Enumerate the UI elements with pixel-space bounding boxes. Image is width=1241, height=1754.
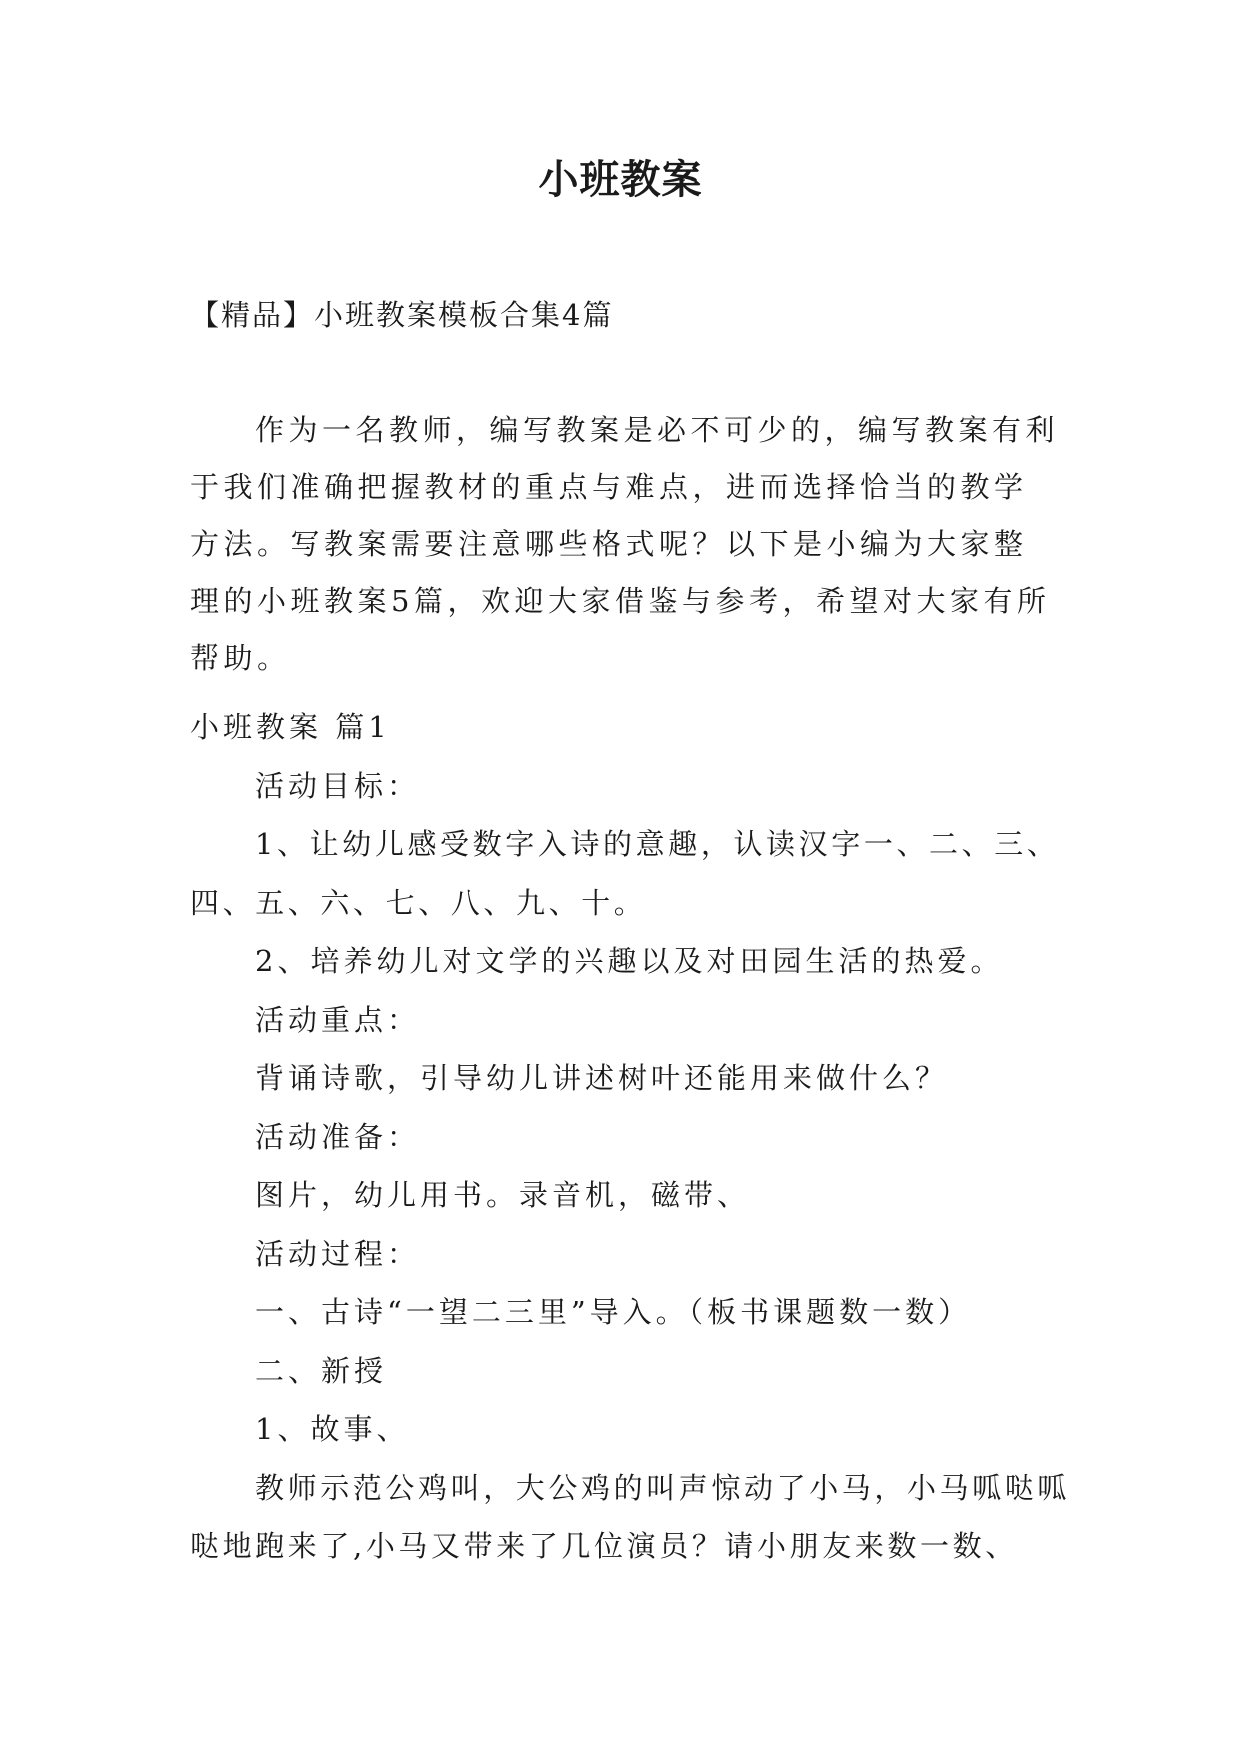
activity-focus-label: 活动重点： bbox=[255, 1002, 421, 1037]
document-title: 小班教案 bbox=[538, 156, 703, 203]
activity-prep-text: 图片，幼儿用书。录音机，磁带、 bbox=[255, 1178, 751, 1212]
goal-item-1: 1、让幼儿感受数字入诗的意趣，认读汉字一、二、三、四、五、六、七、八、九、十。 bbox=[190, 827, 1060, 920]
process-step-1: 一、古诗“一望二三里”导入。（板书课题数一数） bbox=[255, 1295, 972, 1329]
activity-process-label: 活动过程： bbox=[255, 1236, 421, 1271]
process-step-2: 二、新授 bbox=[255, 1353, 388, 1388]
intro-text: 作为一名教师，编写教案是必不可少的，编写教案有利于我们准确把握教材的重点与难点，进而选择恰当的教学方法。写教案需要注意哪些格式呢？以下是小编为大家整理的小班教案5篇，欢迎大家借鉴与参考，希望对大家有所帮助。 bbox=[190, 413, 1060, 675]
intro-paragraph bbox=[190, 402, 1060, 687]
story-paragraph: 教师示范公鸡叫，大公鸡的叫声惊动了小马，小马呱哒呱哒地跑来了,小马又带来了几位演员？请小朋友来数一数、 bbox=[190, 1470, 1071, 1563]
activity-prep-label: 活动准备： bbox=[255, 1119, 421, 1154]
activity-focus-text: 背诵诗歌，引导幼儿讲述树叶还能用来做什么？ bbox=[255, 1061, 949, 1095]
section-heading: 小班教案 篇1 bbox=[190, 710, 391, 744]
activity-goals-label: 活动目标： bbox=[255, 768, 421, 803]
process-substep-1: 1、故事、 bbox=[255, 1412, 410, 1446]
lesson-plan-section bbox=[190, 698, 1070, 1576]
document-subtitle: 【精品】小班教案模板合集4篇 bbox=[190, 298, 614, 332]
goal-item-2: 2、培养幼儿对文学的兴趣以及对田园生活的热爱。 bbox=[255, 944, 1004, 978]
